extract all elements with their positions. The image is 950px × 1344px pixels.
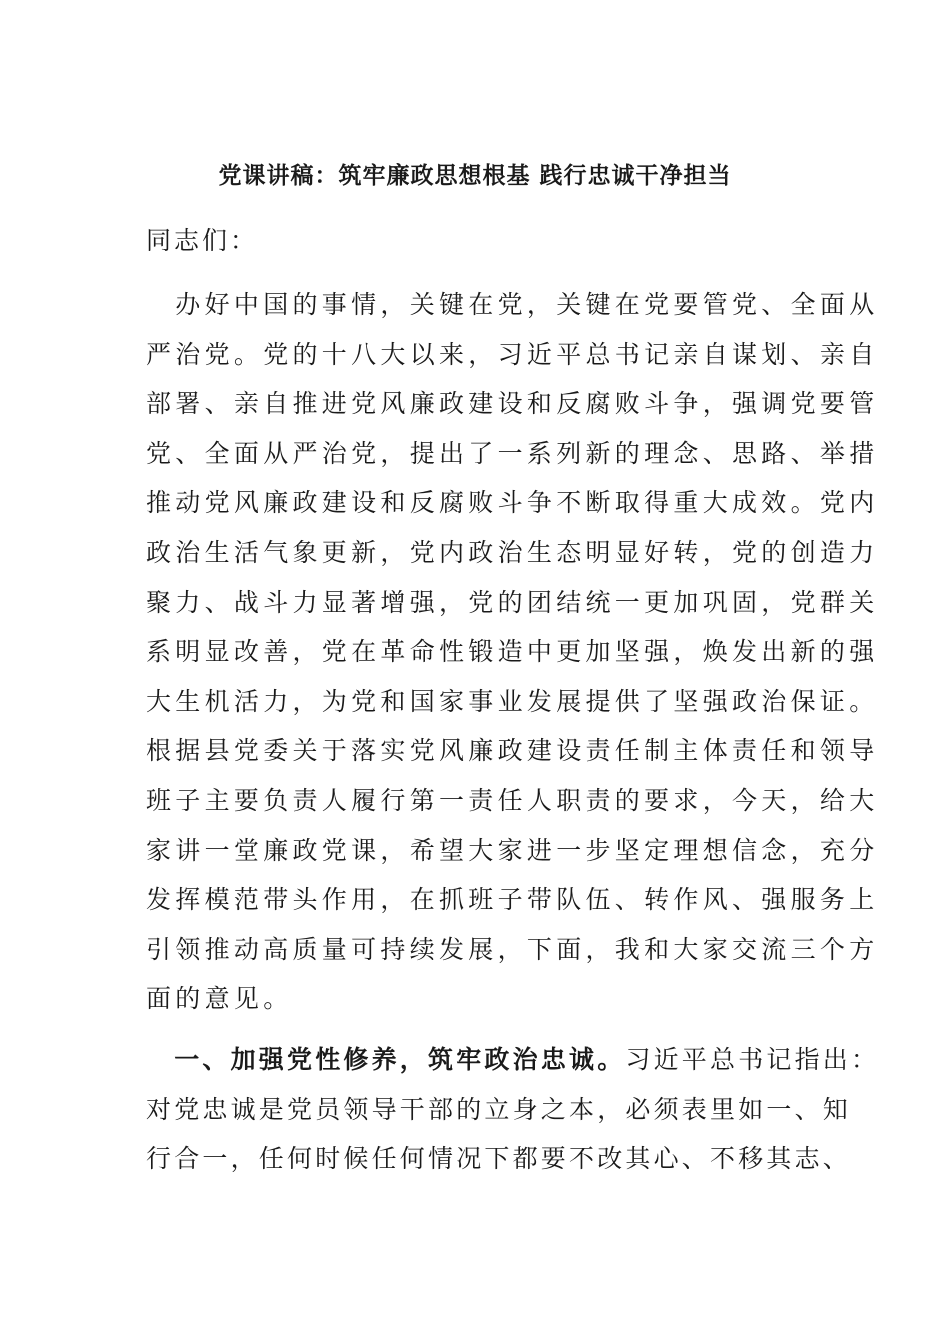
text-line: 办好中国的事情，关键在党，关键在党要管党、全面从 [146, 290, 879, 319]
text-line: 系明显改善，党在革命性锻造中更加坚强，焕发出新的强 [146, 637, 879, 667]
section-1-first-line [146, 1035, 880, 1085]
text-line: 面的意见。 [146, 984, 293, 1014]
text-line: 班子主要负责人履行第一责任人职责的要求，今天，给大 [146, 785, 879, 815]
text-line: 家讲一堂廉政党课，希望大家进一步坚定理想信念，充分 [146, 835, 879, 865]
text-line: 党、全面从严治党，提出了一系列新的理念、思路、举措 [146, 438, 879, 468]
text-line: 部署、亲自推进党风廉政建设和反腐败斗争，强调党要管 [146, 389, 879, 419]
text-line: 对党忠诚是党员领导干部的立身之本，必须表里如一、知 [146, 1094, 852, 1124]
text-line: 行合一，任何时候任何情况下都要不改其心、不移其志、 [146, 1144, 852, 1174]
text-line: 根据县党委关于落实党风廉政建设责任制主体责任和领导 [146, 736, 879, 766]
text-line: 政治生活气象更新，党内政治生态明显好转，党的创造力 [146, 537, 879, 567]
salutation: 同志们： [146, 226, 259, 255]
text-line: 发挥模范带头作用，在抓班子带队伍、转作风、强服务上 [146, 885, 879, 915]
paragraph-intro [146, 280, 879, 1024]
text-line: 严治党。党的十八大以来，习近平总书记亲自谋划、亲自 [146, 339, 879, 369]
section-1 [146, 1035, 880, 1184]
text-line: 推动党风廉政建设和反腐败斗争不断取得重大成效。党内 [146, 488, 879, 518]
section-1-heading: 一、加强党性修养，筑牢政治忠诚。 [146, 1045, 626, 1074]
document-title: 党课讲稿：筑牢廉政思想根基 践行忠诚干净担当 [218, 162, 732, 189]
text-line: 大生机活力，为党和国家事业发展提供了坚强政治保证。 [146, 686, 879, 716]
text-line: 聚力、战斗力显著增强，党的团结统一更加巩固，党群关 [146, 587, 879, 617]
text-line: 引领推动高质量可持续发展，下面，我和大家交流三个方 [146, 934, 879, 964]
section-1-heading-rest: 习近平总书记指出： [625, 1045, 880, 1074]
